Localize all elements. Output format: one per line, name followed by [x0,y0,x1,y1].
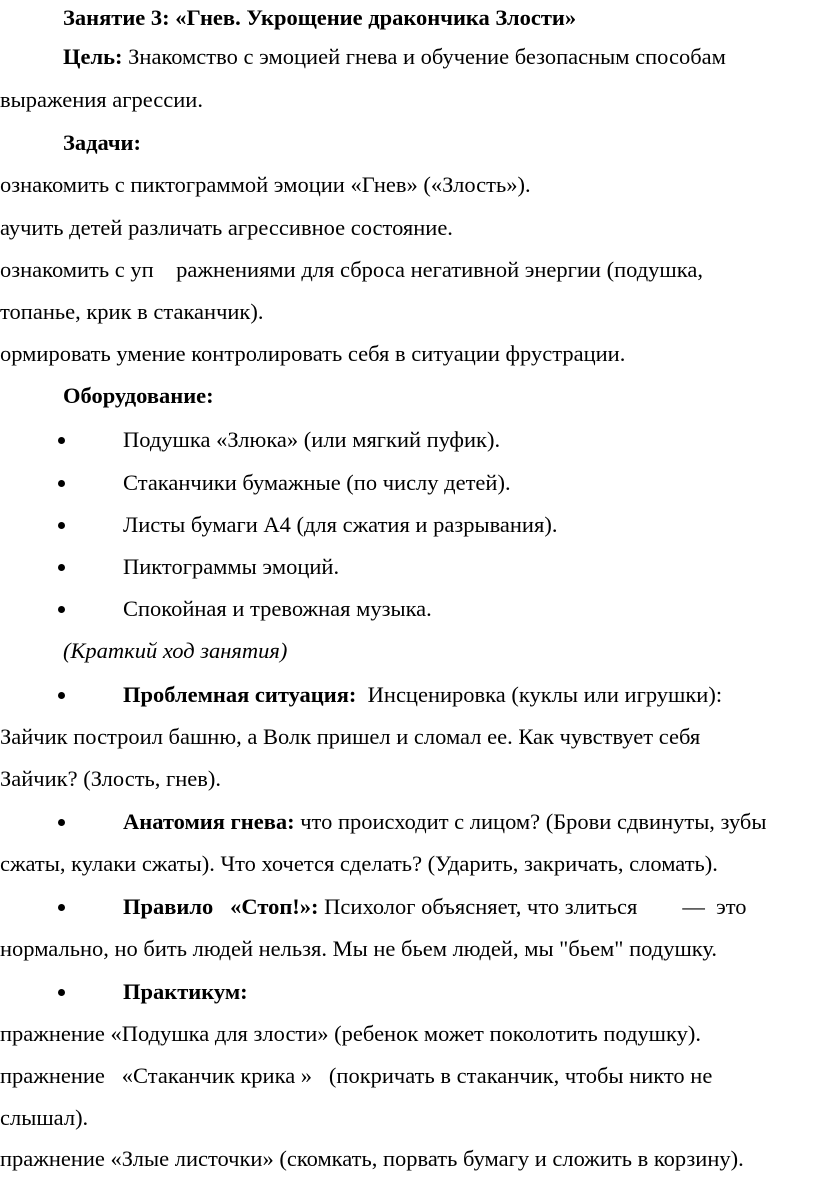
bullet-icon [58,480,65,487]
step-anatomy-label: Анатомия гнева: [123,809,295,834]
goal-label: Цель: [63,44,123,69]
bullet-icon [58,606,65,613]
equipment-heading: Оборудование: [63,383,214,408]
goal-text: Знакомство с эмоцией гнева и обучение безопасным способам [122,44,726,69]
practicum-exercise: пражнение «Подушка для злости» (ребенок может поколотить подушку). [0,1021,701,1046]
page-title: Занятие 3: «Гнев. Укрощение дракончика Злости» [63,5,577,30]
task-item-continued: топанье, крик в стаканчик). [0,299,264,324]
equipment-item: Спокойная и тревожная музыка. [123,596,432,621]
step-practicum-label: Практикум: [123,979,248,1004]
equipment-item: Листы бумаги А4 (для сжатия и разрывания). [123,512,558,537]
bullet-icon [58,692,65,699]
step-rule [123,892,747,922]
step-problem-continued: Зайчик? (Злость, гнев). [0,766,222,791]
task-item: аучить детей различать агрессивное состояние. [0,215,453,240]
step-problem-text: Инсценировка (куклы или игрушки): [356,682,723,707]
bullet-icon [58,522,65,529]
bullet-icon [58,989,65,996]
step-rule-continued: нормально, но бить людей нельзя. Мы не бьем людей, мы "бьем" подушку. [0,936,718,961]
equipment-item: Стаканчики бумажные (по числу детей). [123,470,511,495]
step-problem-continued: Зайчик построил башню, а Волк пришел и сломал ее. Как чувствует себя [0,724,701,749]
step-rule-label: Правило «Стоп!»: [123,894,319,919]
bullet-icon [58,904,65,911]
equipment-item: Подушка «Злюка» (или мягкий пуфик). [123,427,501,452]
bullet-icon [58,819,65,826]
step-anatomy-text: что происходит с лицом? (Брови сдвинуты, зубы [294,809,767,834]
practicum-exercise-continued: слышал). [0,1105,89,1130]
bullet-icon [58,564,65,571]
task-item: ознакомить с пиктограммой эмоции «Гнев» («Злость»). [0,172,531,197]
step-anatomy [123,807,767,837]
goal-text-continued: выражения агрессии. [0,87,203,112]
step-problem [123,680,722,710]
course-heading: (Краткий ход занятия) [63,638,288,663]
task-item: ознакомить с уп ражнениями для сброса негативной энергии (подушка, [0,257,703,282]
task-item: ормировать умение контролировать себя в ситуации фрустрации. [0,341,626,366]
step-problem-label: Проблемная ситуация: [123,682,357,707]
tasks-heading: Задачи: [63,130,142,155]
practicum-exercise: пражнение «Стаканчик крика » (покричать в стаканчик, чтобы никто не [0,1063,713,1088]
step-anatomy-continued: сжаты, кулаки сжаты). Что хочется сделать? (Ударить, закричать, сломать). [0,851,718,876]
step-rule-text: Психолог объясняет, что злиться — это [318,894,747,919]
practicum-exercise: пражнение «Злые листочки» (скомкать, порвать бумагу и сложить в корзину). [0,1146,744,1171]
goal-line [63,42,726,72]
bullet-icon [58,437,65,444]
equipment-item: Пиктограммы эмоций. [123,554,340,579]
